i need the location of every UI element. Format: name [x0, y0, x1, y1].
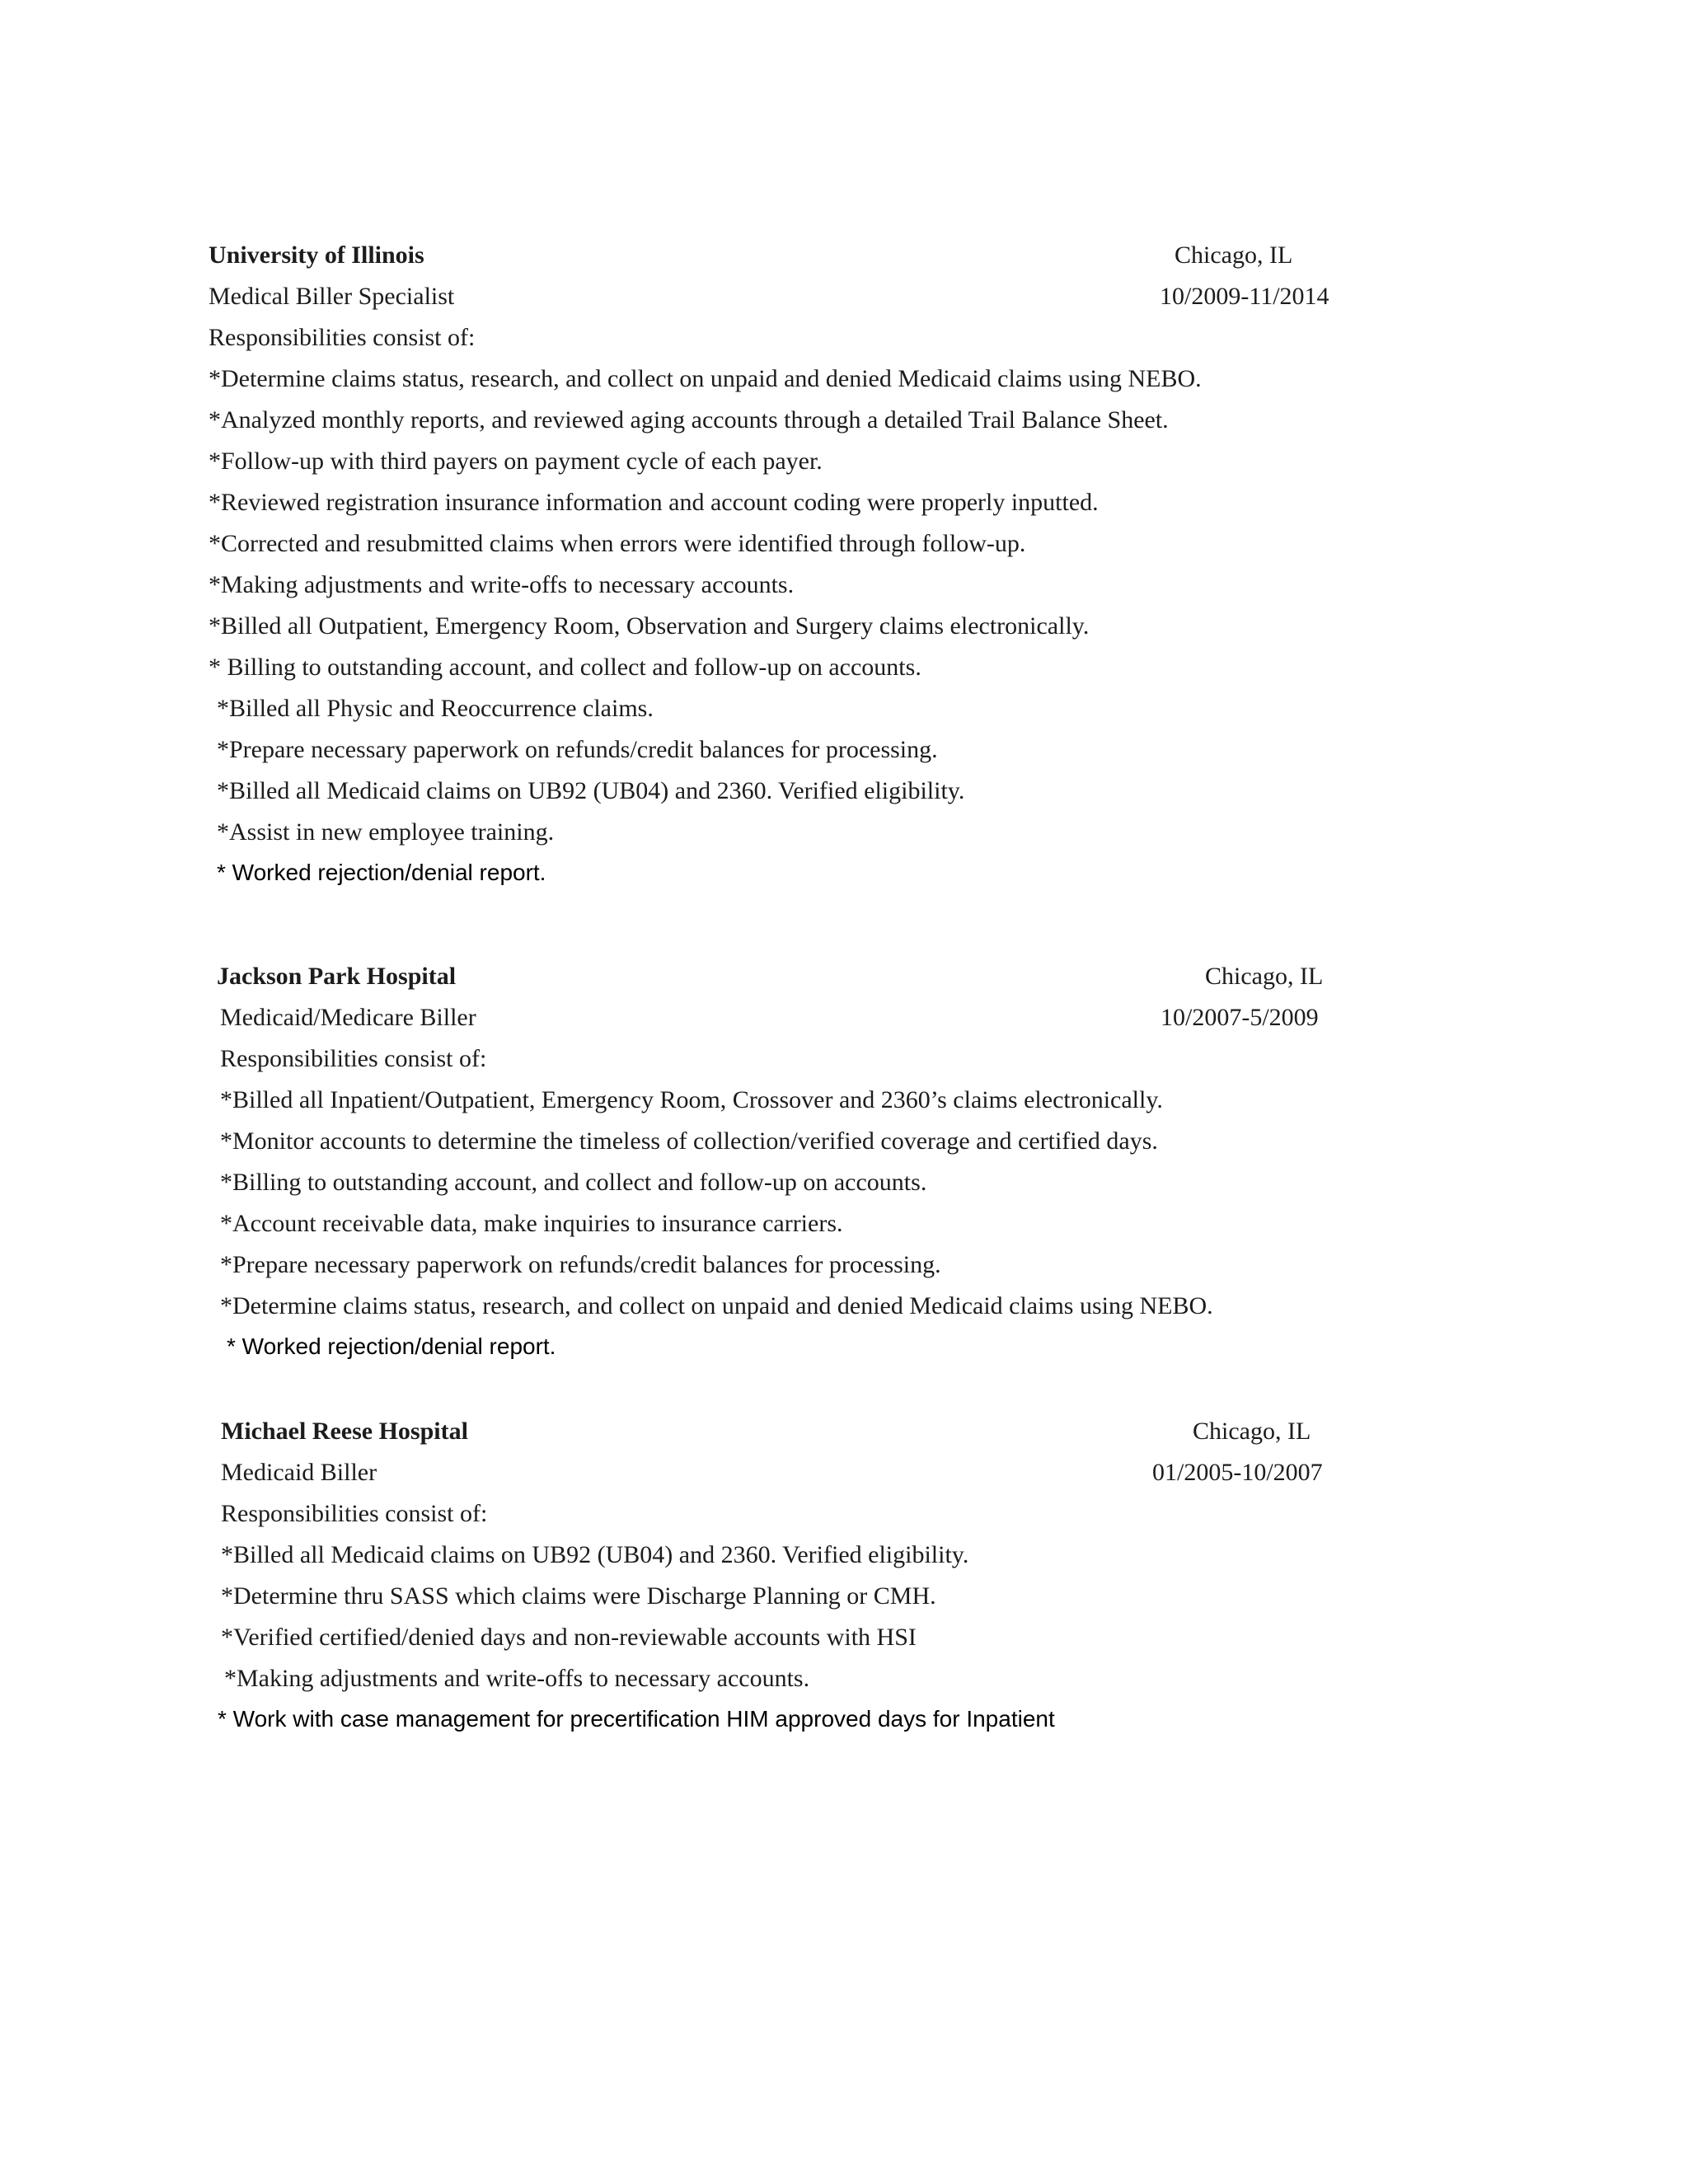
job-title: Medical Biller Specialist: [209, 283, 455, 310]
employer-row: [217, 956, 1420, 997]
job-michael-reese-hospital: [218, 1411, 1424, 1739]
responsibilities-label: Responsibilities consist of:: [221, 1500, 488, 1527]
bullet-item: *Billed all Medicaid claims on UB92 (UB04) and 2360. Verified eligibility.: [221, 1541, 969, 1568]
title-row: [209, 276, 1412, 317]
job-location: Chicago, IL: [1193, 1418, 1311, 1445]
job-location: Chicago, IL: [1175, 241, 1293, 269]
bullet-item: *Making adjustments and write-offs to necessary accounts.: [209, 571, 795, 598]
bullet-item: *Account receivable data, make inquiries to insurance carriers.: [220, 1210, 843, 1237]
bullet-item: *Billing to outstanding account, and collect and follow-up on accounts.: [220, 1169, 927, 1196]
bullet-item: *Billed all Physic and Reoccurrence claims.: [217, 695, 654, 722]
bullet-item: *Follow-up with third payers on payment cycle of each payer.: [209, 448, 823, 475]
bullet-item: *Reviewed registration insurance information and account coding were properly inputted.: [209, 489, 1099, 516]
employer-name: Michael Reese Hospital: [221, 1418, 468, 1445]
bullet-item: *Verified certified/denied days and non-reviewable accounts with HSI: [221, 1624, 917, 1651]
bullet-item: *Analyzed monthly reports, and reviewed aging accounts through a detailed Trail Balance Sheet.: [209, 406, 1169, 434]
bullet-item: * Worked rejection/denial report.: [227, 1333, 556, 1359]
bullet-item: *Determine claims status, research, and collect on unpaid and denied Medicaid claims using NEBO.: [209, 365, 1202, 392]
bullet-item: * Work with case management for precertification HIM approved days for Inpatient: [218, 1706, 1055, 1732]
job-location: Chicago, IL: [1205, 963, 1324, 990]
bullet-item: *Assist in new employee training.: [217, 818, 555, 846]
employer-row: [221, 1411, 1424, 1452]
bullet-item: *Prepare necessary paperwork on refunds/credit balances for processing.: [217, 736, 938, 763]
bullet-item: *Billed all Inpatient/Outpatient, Emergency Room, Crossover and 2360’s claims electronically.: [220, 1086, 1163, 1113]
bullet-item: *Determine claims status, research, and collect on unpaid and denied Medicaid claims using NEBO.: [220, 1292, 1213, 1319]
bullet-item: *Monitor accounts to determine the timeless of collection/verified coverage and certified days.: [220, 1127, 1158, 1155]
responsibilities-label: Responsibilities consist of:: [209, 324, 476, 351]
bullet-item: *Determine thru SASS which claims were Discharge Planning or CMH.: [221, 1582, 936, 1610]
job-title: Medicaid Biller: [221, 1459, 377, 1486]
job-dates: 01/2005-10/2007: [1152, 1459, 1323, 1486]
title-row: [217, 997, 1420, 1038]
bullet-item: *Corrected and resubmitted claims when errors were identified through follow-up.: [209, 530, 1026, 557]
employer-row: [209, 235, 1412, 276]
job-dates: 10/2007-5/2009: [1160, 1004, 1319, 1031]
employer-name: University of Illinois: [209, 241, 424, 269]
bullet-item: * Billing to outstanding account, and collect and follow-up on accounts.: [209, 654, 921, 681]
bullet-item: *Prepare necessary paperwork on refunds/credit balances for processing.: [220, 1251, 941, 1278]
responsibilities-label: Responsibilities consist of:: [220, 1045, 487, 1072]
bullet-item: * Worked rejection/denial report.: [217, 860, 546, 885]
bullet-item: *Billed all Outpatient, Emergency Room, Observation and Surgery claims electronically.: [209, 612, 1090, 640]
bullet-item: *Making adjustments and write-offs to necessary accounts.: [224, 1665, 810, 1692]
job-dates: 10/2009-11/2014: [1160, 283, 1329, 310]
employer-name: Jackson Park Hospital: [217, 963, 457, 990]
job-jackson-park-hospital: [217, 956, 1420, 1366]
job-title: Medicaid/Medicare Biller: [220, 1004, 476, 1031]
job-university-of-illinois: [209, 235, 1412, 893]
bullet-item: *Billed all Medicaid claims on UB92 (UB04) and 2360. Verified eligibility.: [217, 777, 965, 804]
title-row: [221, 1452, 1424, 1493]
